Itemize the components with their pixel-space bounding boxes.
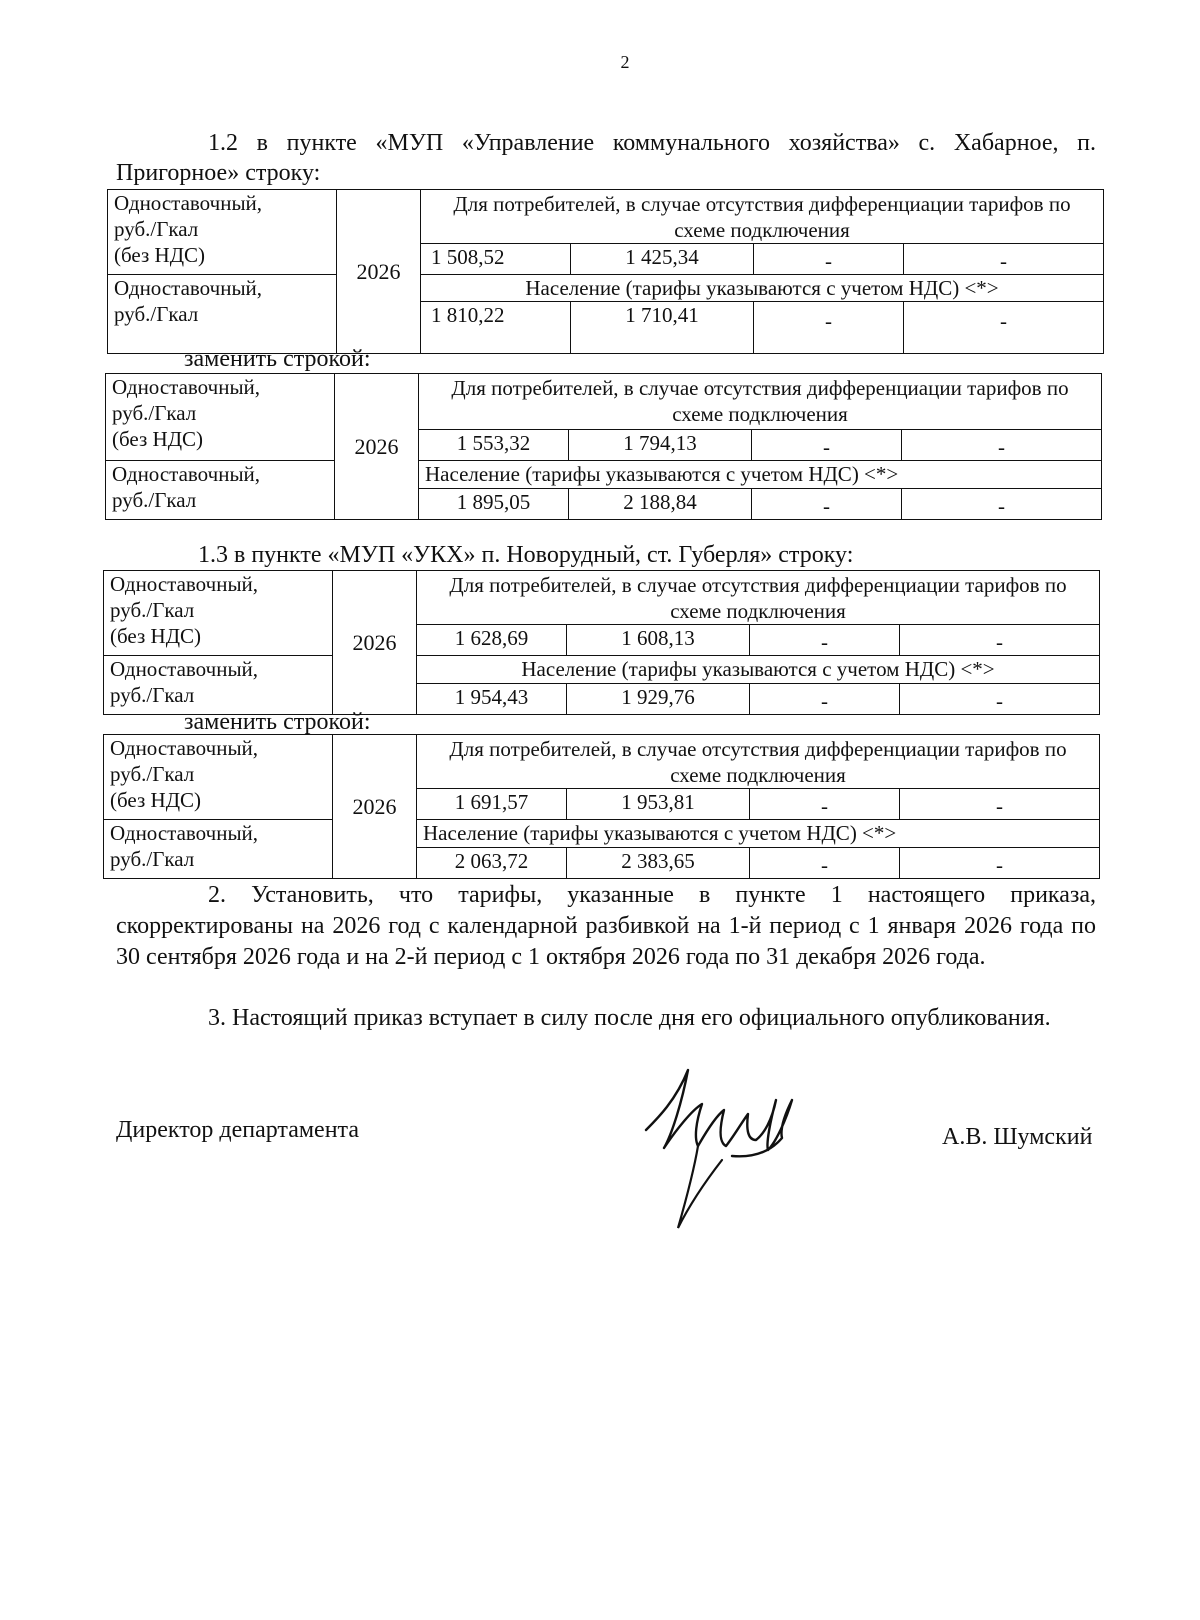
- item-3-text: 3. Настоящий приказ вступает в силу после дня его официального опубликования.: [208, 1005, 1051, 1031]
- row-label: Одноставочный, руб./Гкал (без НДС): [104, 571, 333, 656]
- tariff-value: -: [900, 625, 1100, 656]
- tariff-table-1-3-new: [103, 734, 1100, 879]
- consumer-header: Для потребителей, в случае отсутствия дифференциации тарифов по схеме подключения: [421, 190, 1104, 244]
- tariff-value: 1 425,34: [571, 244, 754, 275]
- tariff-value: -: [750, 789, 900, 820]
- tariff-value: 1 895,05: [419, 489, 569, 520]
- tariff-value: 2 383,65: [567, 848, 750, 879]
- tariff-table-1-3-old: [103, 570, 1100, 715]
- row-label: Одноставочный, руб./Гкал (без НДС): [104, 735, 333, 820]
- replace-label: заменить строкой:: [184, 709, 371, 735]
- year-cell: 2026: [335, 374, 419, 520]
- tariff-value: -: [754, 302, 904, 354]
- tariff-value: -: [904, 244, 1104, 275]
- page-number: 2: [620, 52, 630, 72]
- tariff-value: -: [900, 789, 1100, 820]
- tariff-value: 1 628,69: [417, 625, 567, 656]
- population-header: Население (тарифы указываются с учетом НДС) <*>: [417, 820, 1100, 848]
- signer-position: Директор департамента: [116, 1117, 359, 1143]
- tariff-value: -: [750, 684, 900, 715]
- population-header: Население (тарифы указываются с учетом НДС) <*>: [421, 275, 1104, 302]
- year-cell: 2026: [337, 190, 421, 354]
- tariff-value: 1 608,13: [567, 625, 750, 656]
- tariff-value: 1 929,76: [567, 684, 750, 715]
- tariff-value: 2 063,72: [417, 848, 567, 879]
- tariff-value: 1 810,22: [421, 302, 571, 354]
- consumer-header: Для потребителей, в случае отсутствия дифференциации тарифов по схеме подключения: [417, 571, 1100, 625]
- tariff-value: 1 710,41: [571, 302, 754, 354]
- population-header: Население (тарифы указываются с учетом НДС) <*>: [417, 656, 1100, 684]
- tariff-value: 2 188,84: [569, 489, 752, 520]
- tariff-value: 1 954,43: [417, 684, 567, 715]
- tariff-table-1-2-new: [105, 373, 1102, 520]
- tariff-value: -: [902, 430, 1102, 461]
- tariff-value: -: [900, 684, 1100, 715]
- signer-name: А.В. Шумский: [942, 1124, 1093, 1150]
- replace-label: заменить строкой:: [184, 346, 371, 372]
- tariff-value: -: [902, 489, 1102, 520]
- tariff-value: -: [750, 848, 900, 879]
- row-label: Одноставочный, руб./Гкал: [108, 275, 337, 354]
- section-1-2-heading: 1.2 в пункте «МУП «Управление коммунального хозяйства» с. Хабарное, п. Пригорное» строку:: [116, 130, 1096, 186]
- row-label: Одноставочный, руб./Гкал (без НДС): [108, 190, 337, 275]
- tariff-value: 1 953,81: [567, 789, 750, 820]
- tariff-value: -: [752, 430, 902, 461]
- section-1-3-heading: 1.3 в пункте «МУП «УКХ» п. Новорудный, ст. Губерля» строку:: [198, 542, 854, 568]
- tariff-table-1-2-old: [107, 189, 1104, 354]
- tariff-value: -: [904, 302, 1104, 354]
- tariff-value: -: [754, 244, 904, 275]
- tariff-value: 1 553,32: [419, 430, 569, 461]
- row-label: Одноставочный, руб./Гкал: [106, 461, 335, 520]
- row-label: Одноставочный, руб./Гкал: [104, 656, 333, 715]
- item-2-text: 2. Установить, что тарифы, указанные в пункте 1 настоящего приказа, скорректированы на 2026 год с календарной разбивкой на 1-й период с 1 января 2026 года по 30 сентября 2026 года и на 2-й период с 1 октября 2026 года по 31 декабря 2026 года.: [116, 882, 1096, 970]
- tariff-value: -: [900, 848, 1100, 879]
- tariff-value: -: [752, 489, 902, 520]
- consumer-header: Для потребителей, в случае отсутствия дифференциации тарифов по схеме подключения: [417, 735, 1100, 789]
- year-cell: 2026: [333, 735, 417, 879]
- year-cell: 2026: [333, 571, 417, 715]
- tariff-value: 1 508,52: [421, 244, 571, 275]
- row-label: Одноставочный, руб./Гкал: [104, 820, 333, 879]
- handwritten-signature: [636, 1060, 806, 1260]
- tariff-value: -: [750, 625, 900, 656]
- tariff-value: 1 794,13: [569, 430, 752, 461]
- population-header: Население (тарифы указываются с учетом НДС) <*>: [419, 461, 1102, 489]
- row-label: Одноставочный, руб./Гкал (без НДС): [106, 374, 335, 461]
- tariff-value: 1 691,57: [417, 789, 567, 820]
- consumer-header: Для потребителей, в случае отсутствия дифференциации тарифов по схеме подключения: [419, 374, 1102, 430]
